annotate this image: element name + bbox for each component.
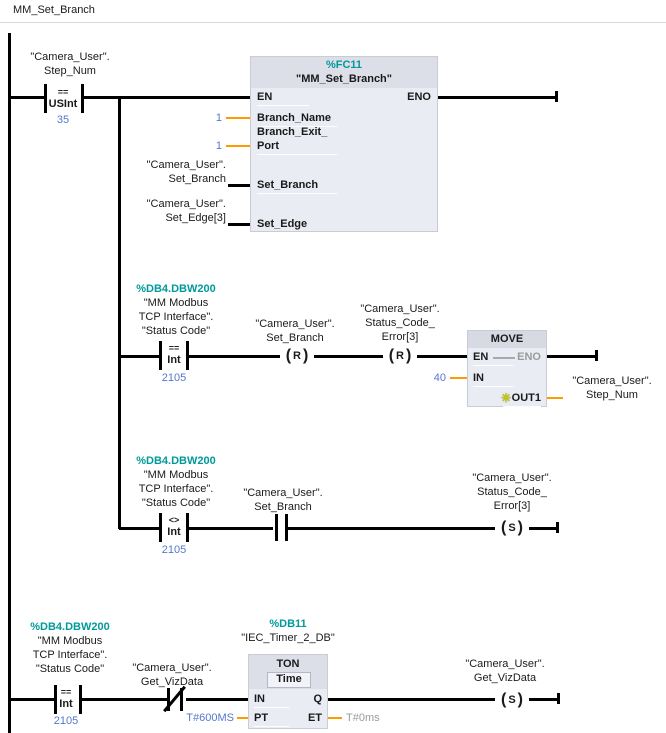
operand-set-branch[interactable]: "Camera_User". Set_Branch: [146, 159, 226, 185]
wire-end-cap: [556, 522, 559, 533]
compare-op: ==: [60, 687, 72, 697]
param-underline: [254, 726, 289, 727]
set-coil-get-vizdata[interactable]: ( S ): [495, 691, 529, 709]
param-underline: [257, 154, 337, 155]
fc-branch-exit-param: Branch_Exit_: [257, 126, 328, 138]
compare-op: ==: [168, 343, 180, 353]
param-underline: [473, 365, 513, 366]
ton-q-param: Q: [313, 693, 322, 705]
compare-type: USInt: [48, 98, 78, 110]
ton-timer-block[interactable]: [248, 654, 328, 729]
wire: [529, 527, 557, 530]
fc-set-edge-param: Set_Edge: [257, 218, 308, 230]
operand-set-edge[interactable]: "Camera_User". Set_Edge[3]: [146, 198, 226, 224]
ton-in-param: IN: [254, 693, 265, 705]
timer-db-operand[interactable]: %DB11 "IEC_Timer_2_DB": [241, 618, 335, 644]
ton-datatype-label: Time: [267, 672, 311, 688]
wire: [84, 96, 250, 99]
wire-end-cap: [595, 350, 598, 361]
fc-block-name: "MM_Set_Branch": [295, 73, 392, 85]
compare-type: Int: [167, 354, 181, 366]
fc-set-branch-param: Set_Branch: [257, 179, 319, 191]
move-block-header: [468, 331, 546, 348]
operand-status-code-error-coil[interactable]: "Camera_User". Status_Code_ Error[3]: [360, 303, 440, 343]
ton-pt-value[interactable]: T#600MS: [186, 712, 234, 724]
compare-value[interactable]: 2105: [161, 372, 187, 384]
operand-status-code-error-s[interactable]: "Camera_User". Status_Code_ Error[3]: [472, 472, 552, 512]
param-underline: [503, 406, 541, 407]
compare-type: Int: [167, 526, 181, 538]
operand-status-code-r3[interactable]: %DB4.DBW200 "MM Modbus TCP Interface". "Status Code": [136, 455, 216, 509]
title-divider: [0, 22, 666, 23]
fc-block-address: %FC11: [325, 59, 363, 71]
compare-contact-ne-r3[interactable]: [146, 513, 202, 557]
wire-orange: [237, 717, 248, 719]
operand-step-num-out[interactable]: "Camera_User". Step_Num: [572, 375, 652, 401]
wire: [547, 355, 596, 358]
wire: [328, 698, 495, 701]
param-underline: [257, 193, 337, 194]
compare-op: ==: [57, 87, 69, 97]
move-block-name: MOVE: [490, 333, 524, 345]
eno-dash: [493, 357, 515, 359]
contact-bar: [275, 514, 278, 541]
move-in-param: IN: [473, 372, 484, 384]
wire: [228, 223, 250, 226]
new-output-icon: ✳: [501, 391, 512, 405]
operand-get-vizdata-contact[interactable]: "Camera_User". Get_VizData: [132, 662, 212, 688]
wire: [228, 184, 250, 187]
param-underline: [254, 707, 289, 708]
move-en-param: EN: [473, 351, 489, 363]
wire-orange: [328, 717, 342, 719]
ton-type-label: TON: [276, 658, 300, 670]
move-out1-param: OUT1: [511, 392, 541, 404]
fc-block-header: [251, 57, 437, 88]
compare-type: Int: [59, 698, 73, 710]
fc-branch-name-param: Branch_Name: [257, 112, 331, 124]
wire: [314, 355, 385, 358]
ton-pt-param: PT: [254, 712, 269, 724]
compare-value[interactable]: 2105: [161, 544, 187, 556]
wire: [288, 527, 495, 530]
operand-status-code-r2[interactable]: %DB4.DBW200 "MM Modbus TCP Interface". "Status Code": [136, 283, 216, 337]
param-underline: [473, 386, 513, 387]
fc-eno-param: ENO: [407, 91, 431, 103]
network-title[interactable]: MM_Set_Branch: [13, 4, 95, 16]
compare-value[interactable]: 2105: [53, 715, 79, 727]
set-coil-status-code-error[interactable]: ( S ): [495, 519, 529, 537]
param-underline: [257, 105, 309, 106]
wire: [529, 698, 558, 701]
fc-branch-name-value[interactable]: 1: [215, 112, 222, 124]
compare-contact-eq-r4[interactable]: [42, 685, 90, 729]
param-underline: [257, 232, 337, 233]
move-eno-param: ENO: [517, 351, 541, 363]
operand-get-vizdata-coil[interactable]: "Camera_User". Get_VizData: [465, 658, 545, 684]
ton-et-value[interactable]: T#0ms: [346, 712, 380, 724]
compare-value[interactable]: 35: [56, 114, 70, 126]
fc-block-mm-set-branch[interactable]: [250, 56, 438, 232]
operand-step-num[interactable]: "Camera_User". Step_Num: [30, 51, 110, 77]
compare-contact-eq-r2[interactable]: [146, 341, 202, 385]
operand-set-branch-contact[interactable]: "Camera_User". Set_Branch: [243, 487, 323, 513]
move-in-value[interactable]: 40: [433, 372, 446, 384]
fc-port-param: Port: [257, 140, 279, 152]
wire-orange: [226, 145, 250, 147]
ton-et-param: ET: [307, 712, 322, 724]
reset-coil-set-branch[interactable]: ( R ): [280, 347, 314, 365]
move-block[interactable]: [467, 330, 547, 407]
no-contact-set-branch[interactable]: [273, 514, 288, 541]
wire-orange: [450, 377, 467, 379]
compare-contact-usint[interactable]: [38, 84, 88, 128]
wire: [438, 96, 556, 99]
compare-op: <>: [168, 515, 180, 525]
wire: [186, 698, 248, 701]
fc-port-value[interactable]: 1: [215, 140, 222, 152]
wire: [417, 355, 467, 358]
wire: [189, 355, 282, 358]
wire: [189, 527, 273, 530]
wire: [81, 698, 167, 701]
reset-coil-status-code-error[interactable]: ( R ): [383, 347, 417, 365]
operand-status-code-r4[interactable]: %DB4.DBW200 "MM Modbus TCP Interface". "Status Code": [30, 621, 110, 675]
fc-en-param: EN: [257, 91, 273, 103]
wire-end-cap: [555, 91, 558, 102]
operand-set-branch-coil[interactable]: "Camera_User". Set_Branch: [255, 318, 335, 344]
wire-orange: [226, 117, 250, 119]
wire-end-cap: [557, 693, 560, 704]
